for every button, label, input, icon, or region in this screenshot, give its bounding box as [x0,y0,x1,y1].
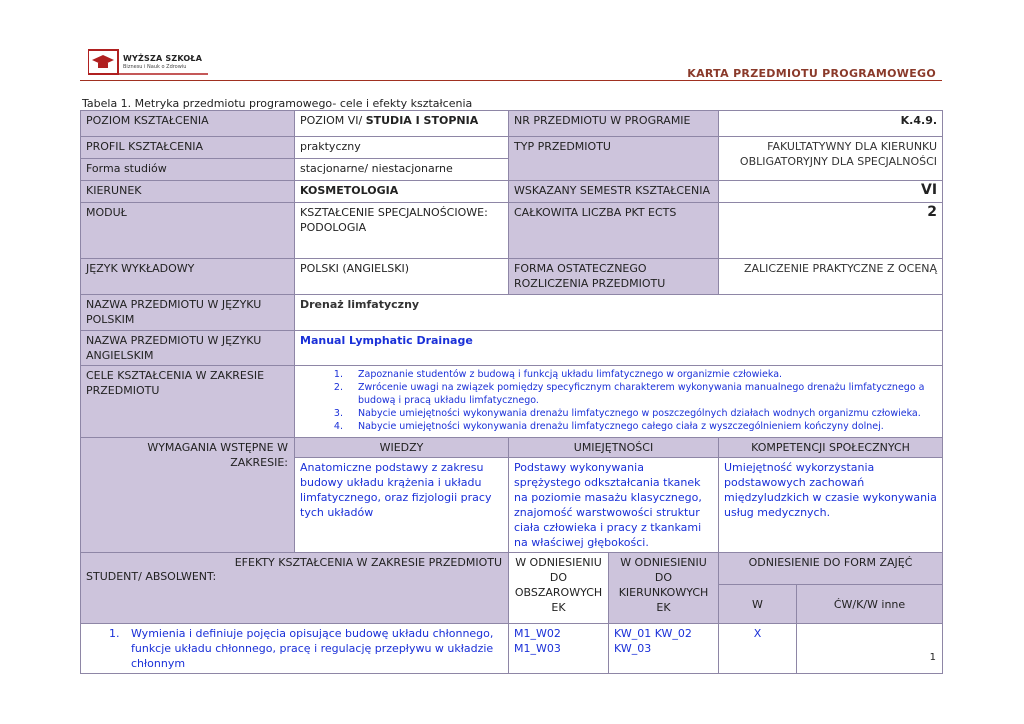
efekt-kierunkowe: KW_01 KW_02 KW_03 [609,624,719,674]
profil-label: PROFIL KSZTAŁCENIA [81,137,295,159]
ects-value: 2 [719,203,943,259]
umiejetnosci-header: UMIEJĘTNOŚCI [509,438,719,458]
goal-item: 1. Zapoznanie studentów z budową i funkcją układu limfatycznego w organizmie człowieka. [346,368,937,381]
ects-label: CAŁKOWITA LICZBA PKT ECTS [509,203,719,259]
poziom-value: POZIOM VI/ STUDIA I STOPNIA [295,111,509,137]
cele-list-cell [295,366,943,438]
wiedzy-header: WIEDZY [295,438,509,458]
efekt-obszar: M1_W02 M1_W03 [509,624,609,674]
wymagania-label: WYMAGANIA WSTĘPNE W ZAKRESIE: [81,438,295,553]
poziom-label: POZIOM KSZTAŁCENIA [81,111,295,137]
document-title: KARTA PRZEDMIOTU PROGRAMOWEGO [687,67,936,80]
umiejetnosci-text: Podstawy wykonywania sprężystego odkształcania tkanek na poziomie masażu klasycznego, znajomość warstwowości struktur ciała człowieka i pracy z tkankami na właściwej głębokości. [509,458,719,553]
efekty-header: EFEKTY KSZTAŁCENIA W ZAKRESIE PRZEDMIOTU [234,556,502,569]
rozliczenie-value: ZALICZENIE PRAKTYCZNE Z OCENĄ [719,259,943,295]
goal-item: 3. Nabycie umiejętności wykonywania drenażu limfatycznego w poszczególnych działach wodnych organizmu człowieka. [346,407,937,420]
table-caption: Tabela 1. Metryka przedmiotu programowego- cele i efekty kształcenia [82,97,473,110]
logo-name: WYŻSZA SZKOŁA [123,54,203,63]
efekt-number: 1. [109,627,120,640]
jezyk-label: JĘZYK WYKŁADOWY [81,259,295,295]
typ-label: TYP PRZEDMIOTU [509,137,719,181]
efekt-cw [797,624,943,674]
modul-label: MODUŁ [81,203,295,259]
kierunkowe-header: W ODNIESIENIU DO KIERUNKOWYCH EK [609,553,719,624]
nazwa-en-label: NAZWA PRZEDMIOTU W JĘZYKU ANGIELSKIM [81,331,295,366]
kierunek-label: KIERUNEK [81,181,295,203]
profil-value: praktyczny [295,137,509,159]
course-name-pl: Drenaż limfatyczny [295,295,943,331]
header-divider [80,80,942,81]
nazwa-pl-label: NAZWA PRZEDMIOTU W JĘZYKU POLSKIM [81,295,295,331]
course-table [80,110,943,674]
w-header: W [719,585,797,624]
goals-list [300,368,937,433]
cw-header: ĆW/K/W inne [797,585,943,624]
nr-value: K.4.9. [719,111,943,137]
wiedzy-text: Anatomiczne podstawy z zakresu budowy układu krążenia i układu limfatycznego, oraz fizjologii pracy tych układów [295,458,509,553]
goal-item: 4. Nabycie umiejętności wykonywania drenażu limfatycznego całego ciała z wyszczególnieniem kończyny dolnej. [346,420,937,433]
forma-value: stacjonarne/ niestacjonarne [295,159,509,181]
student-label: STUDENT/ ABSOLWENT: [86,570,217,583]
kierunek-value: KOSMETOLOGIA [295,181,509,203]
obszar-header: W ODNIESIENIU DO OBSZAROWYCH EK [509,553,609,624]
modul-value: KSZTAŁCENIE SPECJALNOŚCIOWE: PODOLOGIA [295,203,509,259]
kompetencji-text: Umiejętność wykorzystania podstawowych zachowań międzyludzkich w czasie wykonywania usług medycznych. [719,458,943,553]
typ-value: FAKULTATYWNY DLA KIERUNKU OBLIGATORYJNY DLA SPECJALNOŚCI [719,137,943,181]
course-name-en: Manual Lymphatic Drainage [295,331,943,366]
jezyk-value: POLSKI (ANGIELSKI) [295,259,509,295]
efekty-header-cell [81,553,509,624]
logo-subtitle: Biznesu i Nauk o Zdrowiu [123,64,187,70]
semestr-label: WSKAZANY SEMESTR KSZTAŁCENIA [509,181,719,203]
cele-label: CELE KSZTAŁCENIA W ZAKRESIE PRZEDMIOTU [81,366,295,438]
formy-header: ODNIESIENIE DO FORM ZAJĘĆ [719,553,943,585]
kompetencji-header: KOMPETENCJI SPOŁECZNYCH [719,438,943,458]
forma-label: Forma studiów [81,159,295,181]
efekt-row [81,624,509,674]
efekt-w: X [719,624,797,674]
page-number: 1 [929,652,936,663]
efekt-text: Wymienia i definiuje pojęcia opisujące budowę układu chłonnego, funkcje układu chłonnego, pracę i regulację przepływu w układzie chłonnym [131,627,494,670]
semestr-value: VI [719,181,943,203]
rozliczenie-label: FORMA OSTATECZNEGO ROZLICZENIA PRZEDMIOTU [509,259,719,295]
nr-label: NR PRZEDMIOTU W PROGRAMIE [509,111,719,137]
goal-item: 2. Zwrócenie uwagi na związek pomiędzy specyficznym charakterem wykonywania manualnego drenażu limfatycznego a budową i pracą układu limfatycznego. [346,381,937,407]
